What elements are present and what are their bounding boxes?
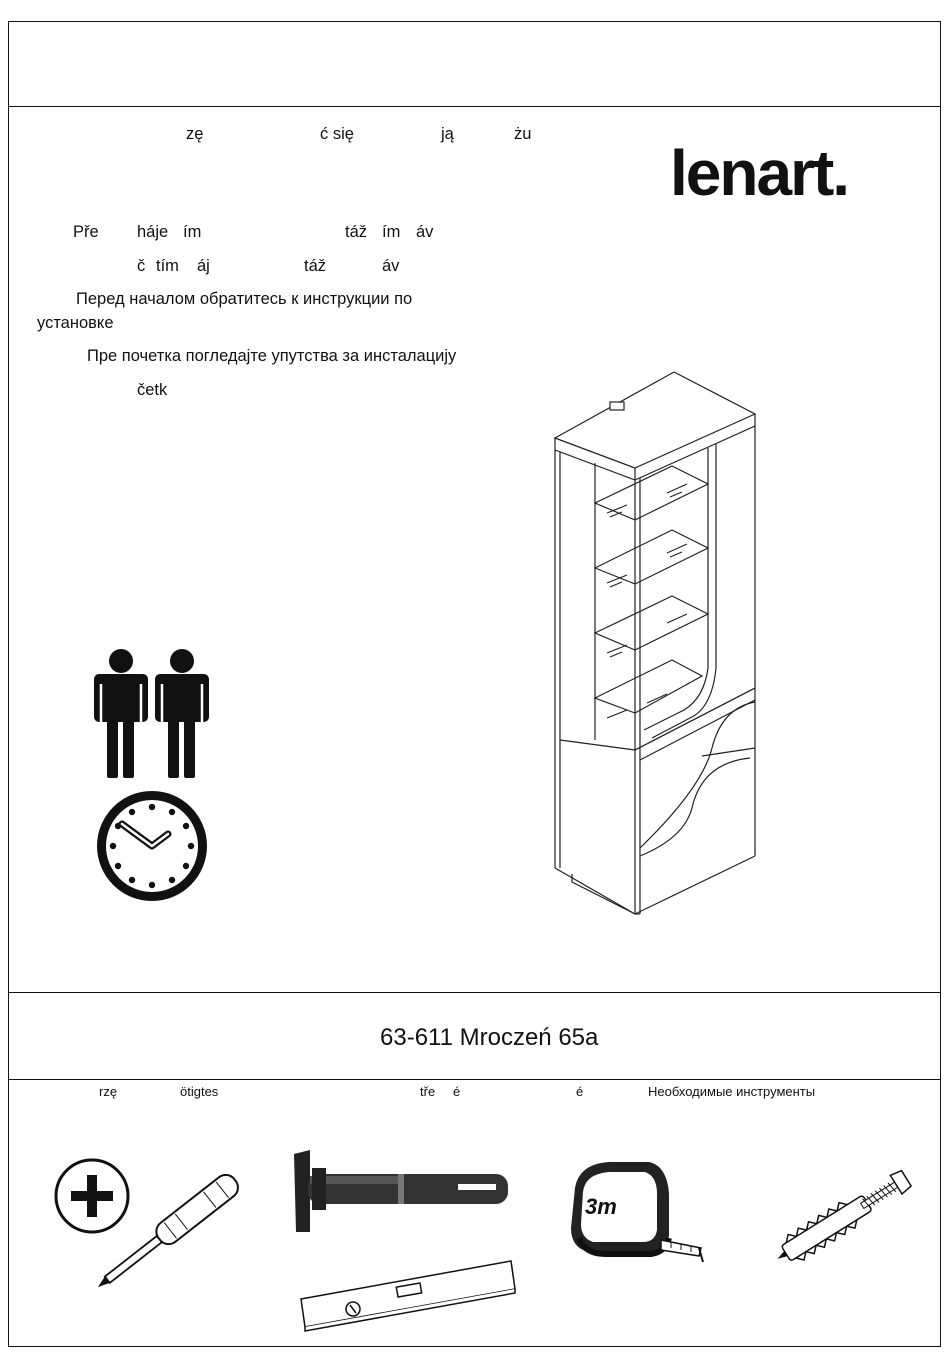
tape-measure-icon <box>565 1158 710 1278</box>
tape-measure-label: 3m <box>585 1194 617 1219</box>
intro-cz-1-word-6: áv <box>416 223 434 241</box>
brand-logo-text: lenart <box>670 137 833 209</box>
intro-cz-2-word-1: č <box>137 257 146 275</box>
tools-header-word-2: ötigtes <box>180 1084 219 1099</box>
header-divider <box>9 106 940 107</box>
tools-header-word-1: rzę <box>99 1084 118 1099</box>
hammer-icon <box>290 1148 530 1243</box>
manufacturer-address: 63-611 Mroczeń 65a <box>380 1024 599 1051</box>
address-divider-top <box>9 992 940 993</box>
two-persons-icon <box>90 648 220 778</box>
intro-cz-1-word-1: Pře <box>73 223 99 241</box>
intro-cz-2-word-3: áj <box>197 257 210 275</box>
cabinet-drawing <box>552 368 772 918</box>
tools-header-word-6: Необходимые инструменты <box>648 1084 816 1099</box>
clock-icon <box>92 788 212 908</box>
intro-cz-1-word-3: ím <box>183 223 202 241</box>
intro-cz-1-word-5: ím <box>382 223 401 241</box>
intro-pl-word-1: zę <box>186 125 204 143</box>
brand-logo-dot: . <box>832 137 849 209</box>
intro-cz-2-word-4: táž <box>304 257 327 275</box>
address-divider-bottom <box>9 1079 940 1080</box>
intro-cz-1-word-2: háje <box>137 223 169 241</box>
intro-other-line: četk <box>137 381 168 399</box>
phillips-screwdriver-icon <box>54 1152 264 1287</box>
intro-pl-word-4: żu <box>514 125 532 143</box>
tools-header-word-3: tře <box>420 1084 436 1099</box>
intro-sr-line: Пре почетка погледајте упутства за инсталацију <box>87 347 457 365</box>
tools-header-word-5: é <box>576 1084 584 1099</box>
intro-ru-line-2: установке <box>37 314 114 332</box>
intro-pl-word-2: ć się <box>320 125 354 143</box>
intro-cz-1-word-4: táž <box>345 223 368 241</box>
wall-plug-screw-icon <box>760 1155 925 1275</box>
intro-cz-2-word-5: áv <box>382 257 400 275</box>
brand-logo <box>670 136 848 210</box>
spirit-level-icon <box>297 1255 522 1335</box>
intro-cz-2-word-2: tím <box>156 257 179 275</box>
intro-pl-word-3: ją <box>441 125 454 143</box>
intro-ru-line-1: Перед началом обратитесь к инструкции по <box>76 290 413 308</box>
tools-header-word-4: é <box>453 1084 461 1099</box>
